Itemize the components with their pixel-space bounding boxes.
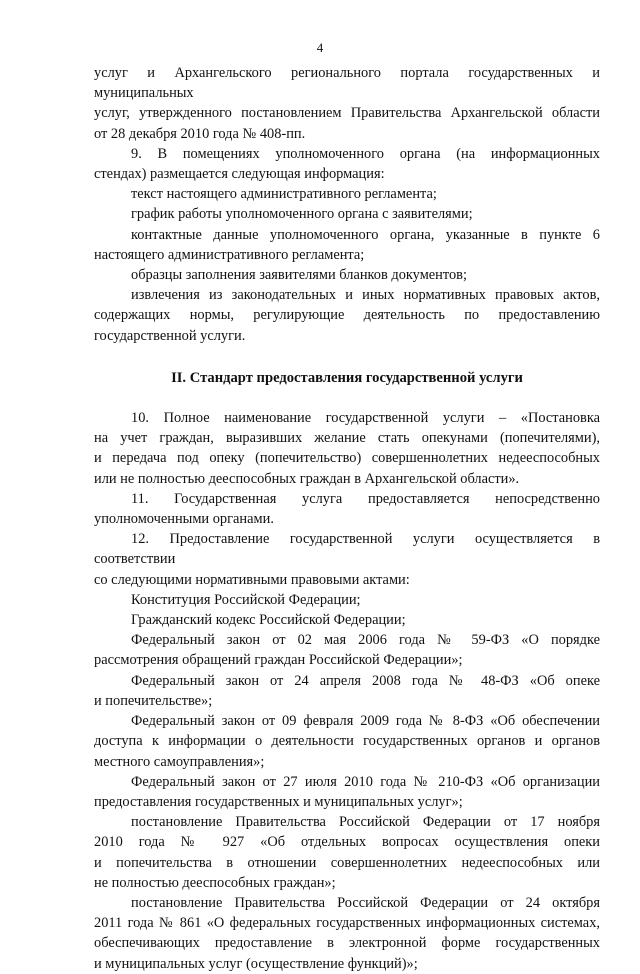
text-line: доступа к информации о деятельности государственных органов и органов — [94, 733, 600, 750]
paragraph — [94, 812, 600, 893]
paragraph — [94, 711, 600, 772]
text-line: 2010 года № 927 «Об отдельных вопросах осуществления опеки — [94, 834, 600, 851]
text-line: и попечительстве»; — [94, 692, 213, 709]
text-line: 10. Полное наименование государственной услуги – «Постановка — [131, 410, 600, 427]
text-line: Федеральный закон от 09 февраля 2009 года № 8-ФЗ «Об обеспечении — [131, 713, 600, 730]
text-line: или не полностью дееспособных граждан в Архангельской области». — [94, 470, 520, 487]
text-line: Федеральный закон от 27 июля 2010 года № 210-ФЗ «Об организации — [131, 773, 600, 790]
document-body — [94, 63, 600, 974]
paragraph — [94, 225, 600, 265]
text-line: 2011 года № 861 «О федеральных государственных информационных системах, — [94, 915, 600, 932]
paragraph — [94, 610, 600, 630]
page-number: 4 — [316, 40, 324, 55]
paragraph — [94, 408, 600, 489]
text-line: извлечения из законодательных и иных нормативных правовых актов, — [131, 287, 600, 304]
text-line: уполномоченными органами. — [94, 511, 274, 528]
paragraph — [94, 63, 600, 144]
paragraph — [94, 184, 600, 204]
text-line: стендах) размещается следующая информация: — [94, 166, 385, 183]
text-line: образцы заполнения заявителями бланков документов; — [131, 267, 467, 284]
paragraph — [94, 144, 600, 184]
text-line: 11. Государственная услуга предоставляется непосредственно — [131, 490, 600, 507]
text-line: не полностью дееспособных граждан»; — [94, 874, 336, 891]
text-line: и попечительства в отношении совершеннолетних недееспособных или — [94, 854, 600, 871]
text-line: услуг, утвержденного постановлением Правительства Архангельской области — [94, 105, 600, 122]
paragraph — [94, 285, 600, 346]
text-line: обеспечивающих предоставление в электронной форме государственных — [94, 935, 600, 952]
paragraph — [94, 893, 600, 974]
text-line: постановление Правительства Российской Федерации от 17 ноября — [131, 814, 600, 831]
text-line: контактные данные уполномоченного органа, указанные в пункте 6 — [131, 226, 600, 243]
paragraph — [94, 529, 600, 590]
text-line: постановление Правительства Российской Федерации от 24 октября — [131, 894, 600, 911]
text-line: предоставления государственных и муниципальных услуг»; — [94, 793, 463, 810]
paragraph — [94, 489, 600, 529]
text-line: 12. Предоставление государственной услуги осуществляется в соответствии — [94, 531, 600, 568]
paragraph — [94, 204, 600, 224]
text-line: Федеральный закон от 24 апреля 2008 года № 48-ФЗ «Об опеке — [131, 672, 600, 689]
text-line: и передача под опеку (попечительство) совершеннолетних недееспособных — [94, 450, 600, 467]
text-line: и муниципальных услуг (осуществление функций)»; — [94, 955, 418, 972]
text-line: от 28 декабря 2010 года № 408-пп. — [94, 125, 306, 142]
paragraph — [94, 671, 600, 711]
section-heading: II. Стандарт предоставления государственной услуги — [171, 369, 523, 386]
text-line: настоящего административного регламента; — [94, 246, 365, 263]
text-line: текст настоящего административного регламента; — [131, 186, 437, 203]
text-line: со следующими нормативными правовыми актами: — [94, 571, 410, 588]
text-line: государственной услуги. — [94, 327, 246, 344]
text-line: содержащих нормы, регулирующие деятельность по предоставлению — [94, 307, 600, 324]
paragraph — [94, 630, 600, 670]
text-line: услуг и Архангельского регионального портала государственных и муниципальных — [94, 65, 600, 102]
text-line: на учет граждан, выразивших желание стать опекунами (попечителями), — [94, 430, 600, 447]
text-line: график работы уполномоченного органа с заявителями; — [131, 206, 473, 223]
paragraph — [94, 265, 600, 285]
text-line: Конституция Российской Федерации; — [131, 591, 361, 608]
text-line: Гражданский кодекс Российской Федерации; — [131, 612, 406, 629]
text-line: рассмотрения обращений граждан Российской Федерации»; — [94, 652, 463, 669]
paragraph — [94, 772, 600, 812]
paragraph — [94, 590, 600, 610]
text-line: Федеральный закон от 02 мая 2006 года № 59-ФЗ «О порядке — [131, 632, 600, 649]
text-line: 9. В помещениях уполномоченного органа (на информационных — [131, 145, 600, 162]
text-line: местного самоуправления»; — [94, 753, 265, 770]
